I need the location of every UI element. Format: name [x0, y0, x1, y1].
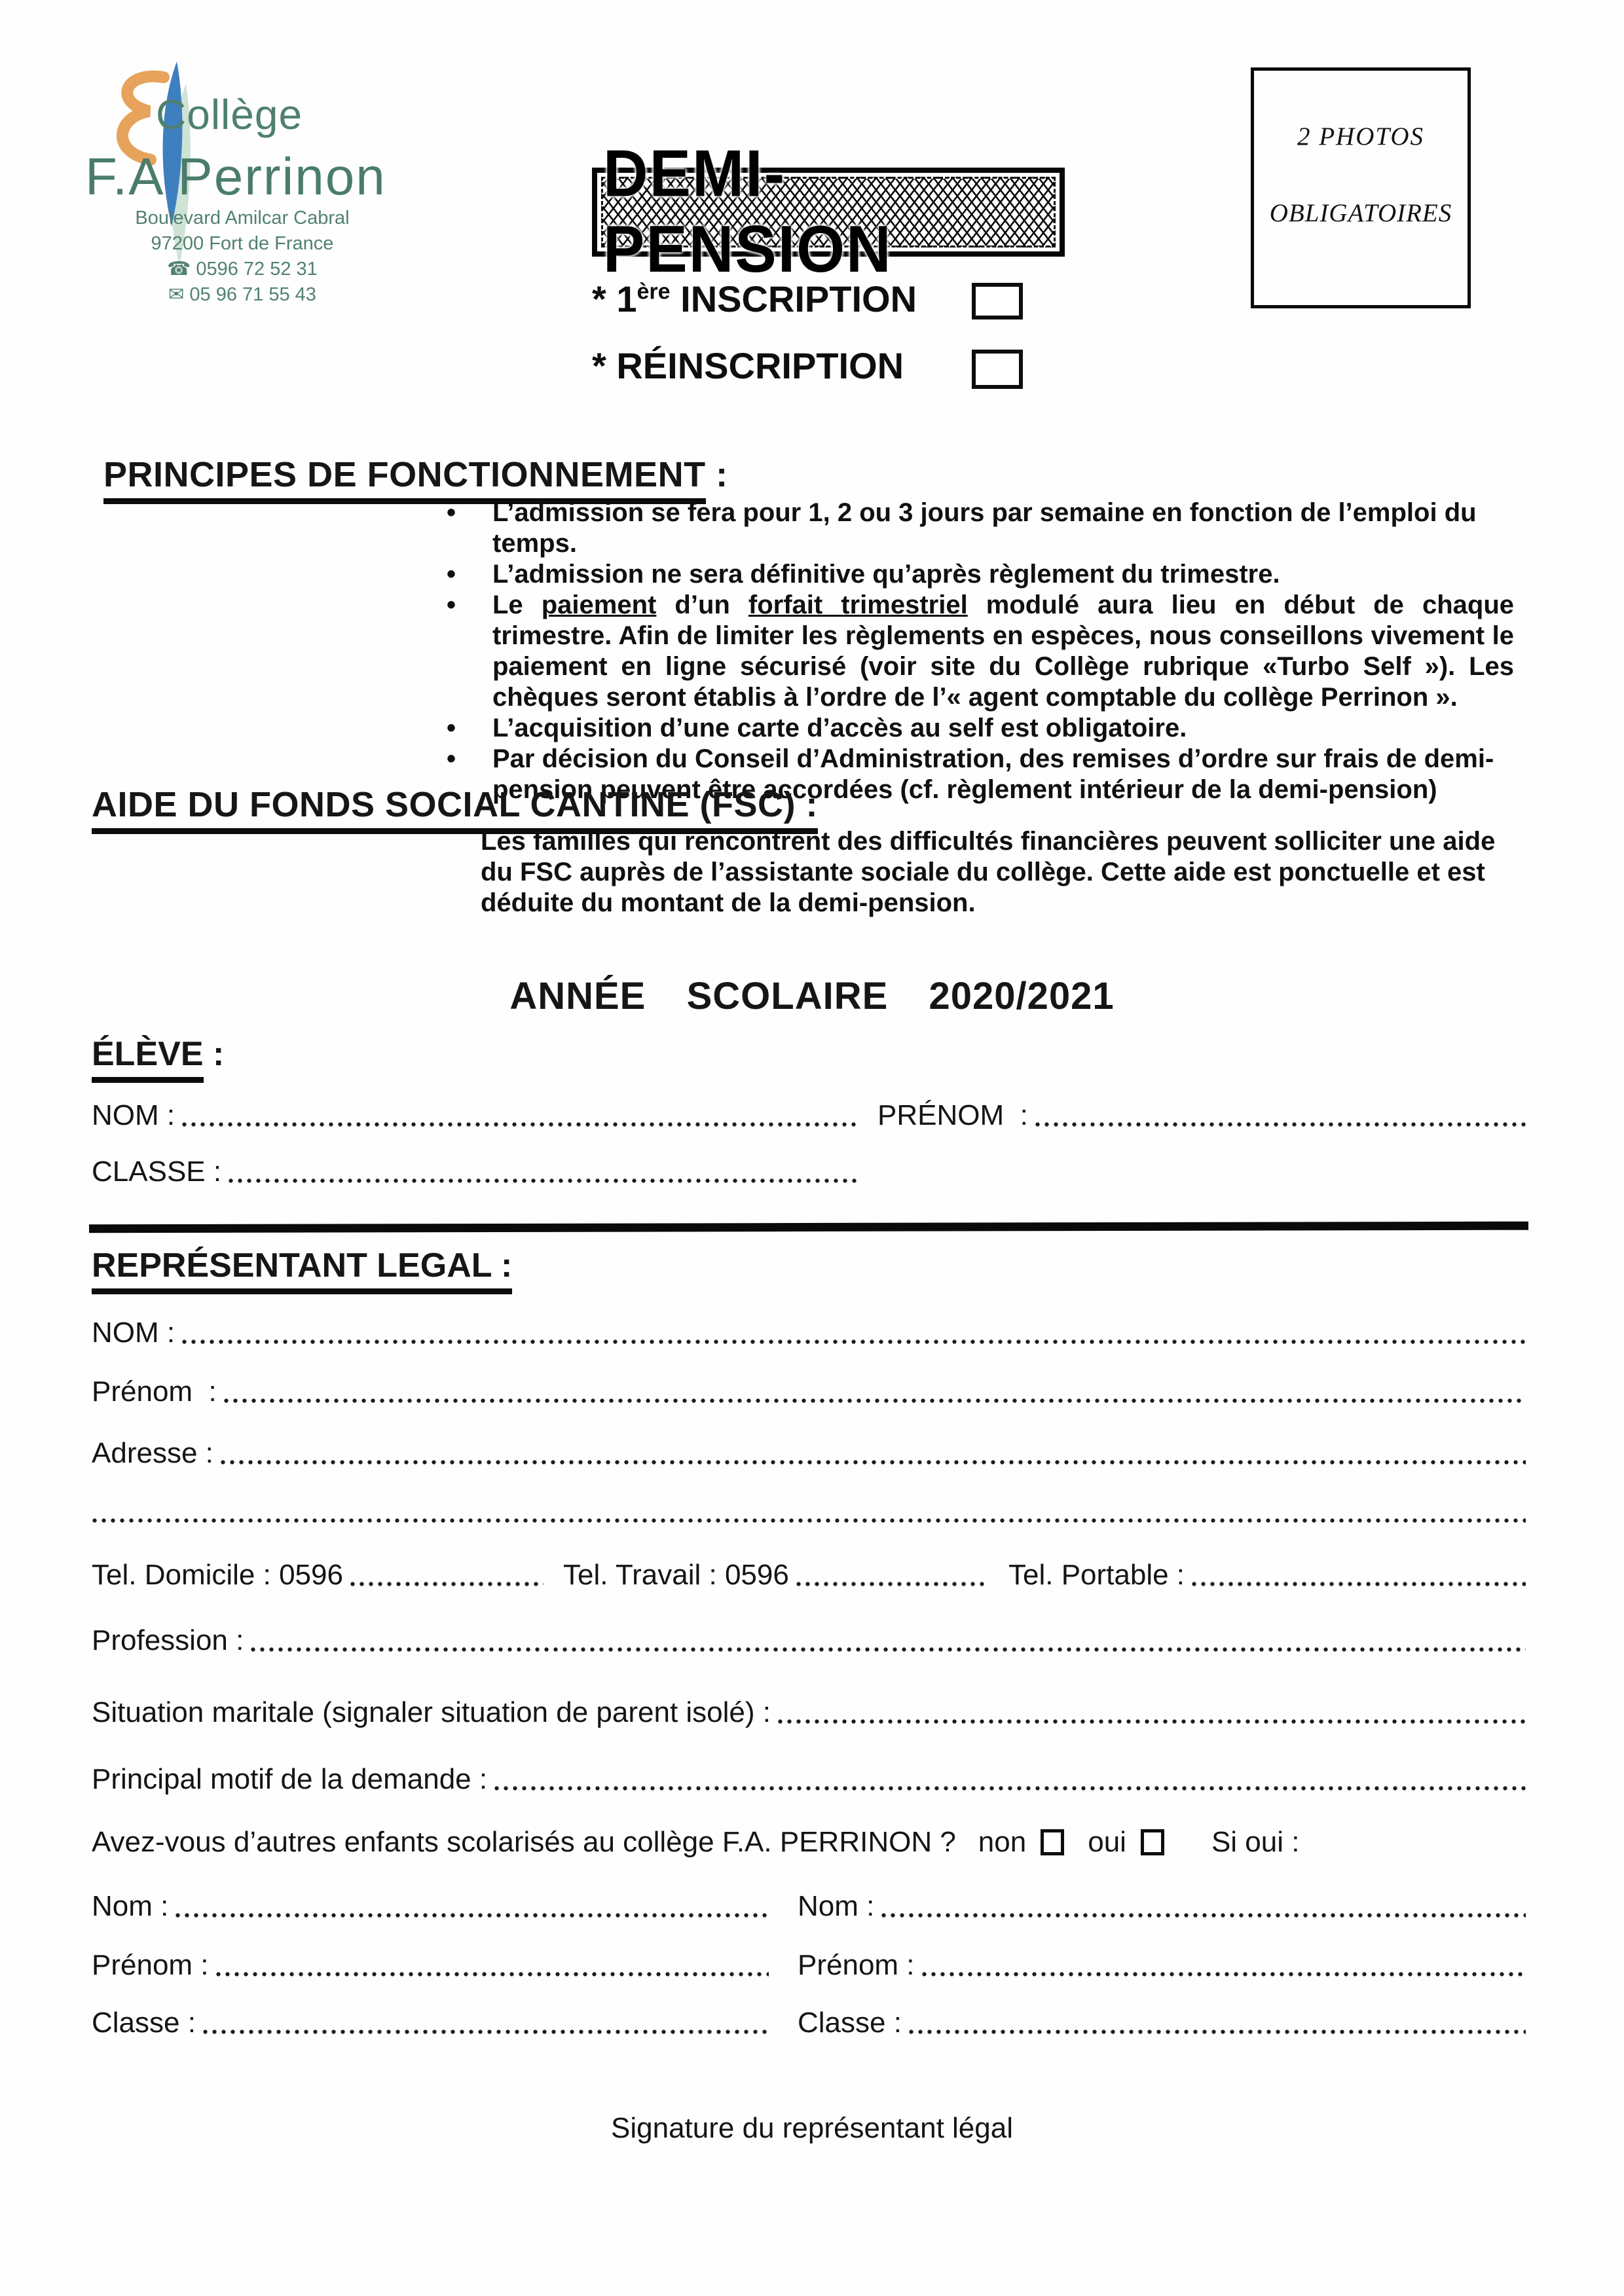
bullet-icon: •	[447, 498, 456, 527]
child-left-classe-group	[92, 2006, 769, 2040]
tel-travail-input-line[interactable]	[796, 1581, 989, 1587]
student-prenom-label: PRÉNOM :	[877, 1099, 1028, 1131]
student-classe-label: CLASSE :	[92, 1156, 222, 1188]
first-inscription-checkbox[interactable]	[972, 283, 1023, 319]
child-left-prenom-group	[92, 1948, 769, 1982]
student-heading: ÉLÈVE :	[92, 1034, 224, 1083]
student-nom-label: NOM :	[92, 1099, 175, 1131]
child-right-classe-input-line[interactable]	[908, 2029, 1526, 2035]
photos-required-line2: OBLIGATOIRES	[1269, 199, 1452, 227]
school-address-block	[98, 206, 386, 308]
profession-row	[92, 1624, 1526, 1658]
legal-prenom-row	[92, 1375, 1526, 1409]
situation-label: Situation maritale (signaler situation de parent isolé) :	[92, 1696, 771, 1728]
fax-icon: ✉	[168, 284, 185, 305]
first-inscription-label: * 1ère INSCRIPTION	[592, 278, 917, 319]
child-right-prenom-input-line[interactable]	[921, 1971, 1526, 1977]
school-address-line1: Boulevard Amilcar Cabral	[135, 208, 350, 228]
oui-label: oui	[1088, 1826, 1126, 1858]
school-phone-number: 0596 72 52 31	[191, 259, 318, 280]
legal-phones-row	[92, 1558, 1526, 1592]
principles-heading: PRINCIPES DE FONCTIONNEMENT :	[103, 454, 728, 504]
tel-domicile-label: Tel. Domicile : 0596	[92, 1559, 343, 1591]
signature-label: Signature du représentant légal	[611, 2112, 1013, 2144]
legal-heading: REPRÉSENTANT LEGAL :	[92, 1246, 512, 1294]
child-left-prenom-input-line[interactable]	[215, 1971, 769, 1977]
child-prenom-row	[92, 1948, 1526, 1982]
motif-row	[92, 1762, 1526, 1796]
section-divider	[89, 1222, 1528, 1233]
bullet-icon: •	[447, 744, 456, 773]
non-label: non	[978, 1826, 1027, 1858]
legal-adresse-row	[92, 1436, 1526, 1470]
child-right-nom-input-line[interactable]	[881, 1912, 1526, 1918]
tel-travail-group	[563, 1558, 989, 1592]
motif-input-line[interactable]	[494, 1785, 1526, 1791]
photos-required-line1: 2 PHOTOS	[1297, 122, 1425, 151]
school-address-line2: 97200 Fort de France	[151, 233, 334, 254]
oui-checkbox[interactable]	[1141, 1829, 1164, 1855]
legal-nom-input-line[interactable]	[181, 1339, 1526, 1345]
legal-nom-label: NOM :	[92, 1317, 175, 1349]
tel-domicile-input-line[interactable]	[350, 1581, 544, 1587]
child-left-nom-group	[92, 1889, 769, 1923]
child-left-prenom-label: Prénom :	[92, 1949, 209, 1981]
phone-icon: ☎	[167, 259, 191, 280]
legal-prenom-input-line[interactable]	[223, 1398, 1526, 1404]
photos-required-box	[1251, 67, 1471, 308]
situation-input-line[interactable]	[777, 1719, 1526, 1724]
tel-travail-label: Tel. Travail : 0596	[563, 1559, 789, 1591]
student-name-row	[92, 1099, 1526, 1133]
child-right-classe-label: Classe :	[798, 2007, 902, 2039]
school-type-label: Collège	[156, 91, 303, 138]
student-nom-group	[92, 1099, 858, 1133]
profession-input-line[interactable]	[250, 1647, 1526, 1652]
child-left-classe-label: Classe :	[92, 2007, 196, 2039]
banner-hatch-pattern	[601, 137, 1056, 287]
child-right-prenom-group	[798, 1948, 1526, 1982]
profession-label: Profession :	[92, 1624, 244, 1656]
page-title: DEMI-PENSION	[603, 137, 893, 287]
student-prenom-input-line[interactable]	[1035, 1121, 1526, 1127]
legal-adresse-continuation-line[interactable]	[92, 1518, 1526, 1523]
school-fax-number: 05 96 71 55 43	[184, 284, 316, 305]
school-phone-line	[98, 257, 386, 282]
fsc-heading: AIDE DU FONDS SOCIAL CANTINE (FSC) :	[92, 784, 818, 834]
bullet-icon: •	[447, 714, 456, 742]
motif-label: Principal motif de la demande :	[92, 1763, 488, 1795]
student-nom-input-line[interactable]	[181, 1121, 858, 1127]
tel-portable-input-line[interactable]	[1191, 1581, 1526, 1587]
child-right-nom-group	[798, 1889, 1526, 1923]
si-oui-label: Si oui :	[1211, 1826, 1300, 1858]
other-children-question: Avez-vous d’autres enfants scolarisés au collège F.A. PERRINON ?	[92, 1826, 956, 1858]
school-name-label: F.A Perrinon	[85, 147, 386, 206]
bullet-icon: •	[447, 560, 456, 589]
fsc-body: Les familles qui rencontrent des difficultés financières peuvent solliciter une aide du FSC auprès de l’assistante sociale du collège. Cette aide est ponctuelle et est déduite du montant de la demi-pension.	[481, 827, 1496, 917]
tel-portable-label: Tel. Portable :	[1008, 1559, 1185, 1591]
legal-nom-row	[92, 1316, 1526, 1350]
principles-item-3: • Le paiement d’un forfait trimestriel modulé aura lieu en début de chaque trimestre. Afin de limiter les règlements en espèces, nous conseillons vivement le paiement en ligne sécurisé (voir site du Collège rubrique «Turbo Self »). Les chèques seront établis à l’ordre de l’« agent comptable du collège Perrinon ».	[447, 591, 1515, 712]
demi-pension-banner	[592, 137, 1065, 287]
school-year-title: ANNÉE SCOLAIRE 2020/2021	[509, 975, 1115, 1017]
non-checkbox[interactable]	[1041, 1829, 1064, 1855]
principles-item-4: • L’acquisition d’une carte d’accès au self est obligatoire.	[447, 714, 1187, 742]
principles-item-2: • L’admission ne sera définitive qu’après règlement du trimestre.	[447, 560, 1280, 589]
child-left-nom-label: Nom :	[92, 1890, 169, 1922]
child-left-nom-input-line[interactable]	[175, 1912, 769, 1918]
legal-adresse-input-line[interactable]	[220, 1459, 1526, 1465]
student-classe-input-line[interactable]	[228, 1178, 858, 1184]
bullet-icon: •	[447, 591, 456, 619]
tel-domicile-group	[92, 1558, 544, 1592]
student-prenom-group	[877, 1099, 1526, 1133]
principles-item-5: • Par décision du Conseil d’Administration, des remises d’ordre sur frais de demi-pension peuvent être accordées (cf. règlement intérieur de la demi-pension)	[447, 744, 1494, 804]
child-classe-row	[92, 2006, 1526, 2040]
child-nom-row	[92, 1889, 1526, 1923]
legal-prenom-label: Prénom :	[92, 1376, 217, 1408]
principles-item-1: • L’admission se fera pour 1, 2 ou 3 jours par semaine en fonction de l’emploi du temps.	[447, 498, 1477, 558]
child-left-classe-input-line[interactable]	[202, 2029, 769, 2035]
school-fax-line	[98, 282, 386, 308]
child-right-classe-group	[798, 2006, 1526, 2040]
child-right-nom-label: Nom :	[798, 1890, 875, 1922]
other-children-row	[92, 1825, 1526, 1859]
student-classe-row	[92, 1155, 858, 1189]
reinscription-checkbox[interactable]	[972, 350, 1023, 389]
legal-adresse-label: Adresse :	[92, 1437, 213, 1469]
tel-portable-group	[1008, 1558, 1526, 1592]
child-right-prenom-label: Prénom :	[798, 1949, 915, 1981]
reinscription-label: * RÉINSCRIPTION	[592, 345, 904, 386]
principles-list	[447, 498, 1515, 805]
situation-row	[92, 1696, 1526, 1730]
